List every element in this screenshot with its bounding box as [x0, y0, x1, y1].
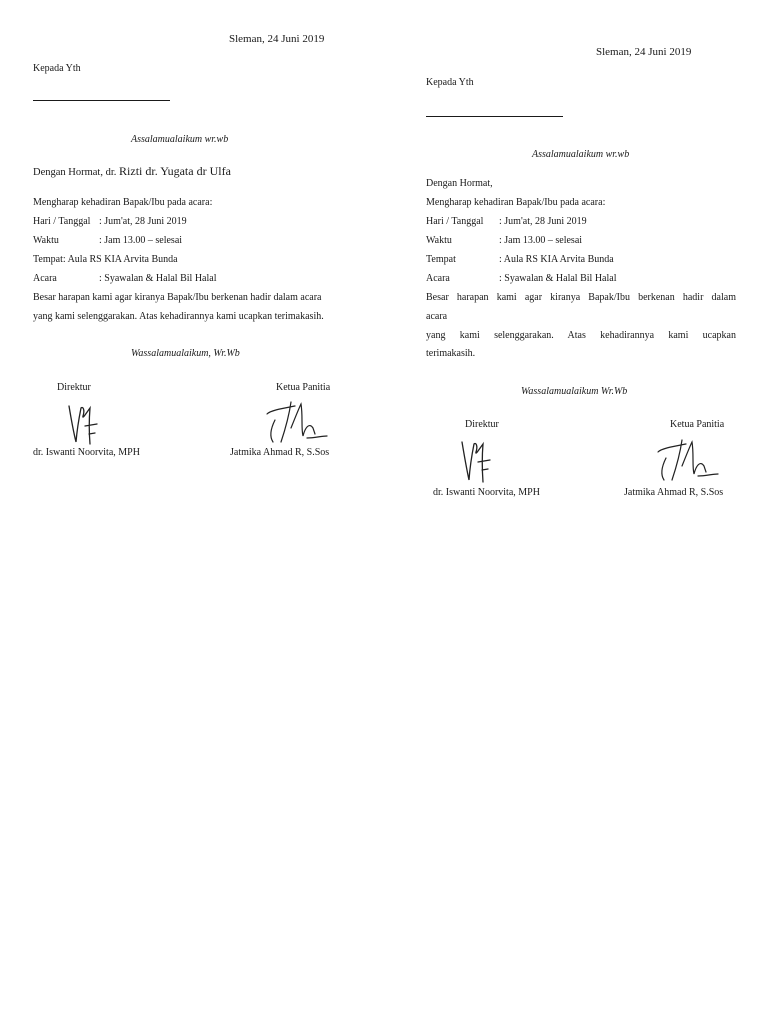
closing-line: Besar harapan kami agar kiranya Bapak/Ibu berkenan hadir dalam — [426, 292, 736, 303]
signer-left-name: dr. Iswanti Noorvita, MPH — [433, 487, 540, 498]
greeting: Assalamualaikum wr.wb — [532, 149, 630, 160]
signer-right-title: Ketua Panitia — [670, 419, 725, 430]
detail-label: Waktu — [33, 235, 59, 246]
detail-label: Tempat — [426, 254, 456, 265]
recipient-blank-line — [426, 116, 563, 117]
greeting: Assalamualaikum wr.wb — [131, 134, 229, 145]
salutation: Dengan Hormat, — [426, 178, 493, 189]
detail-row-date — [33, 216, 187, 227]
detail-label: Hari / Tanggal — [426, 216, 484, 227]
detail-label: Acara — [33, 273, 57, 284]
detail-label: Hari / Tanggal — [33, 216, 91, 227]
detail-row-date — [426, 216, 587, 227]
invitation-text: Mengharap kehadiran Bapak/Ibu pada acara: — [33, 197, 213, 208]
detail-row-place — [33, 254, 178, 265]
detail-label: Waktu — [426, 235, 452, 246]
signer-right-name: Jatmika Ahmad R, S.Sos — [624, 487, 724, 498]
closing-line: terimakasih. — [426, 348, 476, 359]
detail-row-time — [33, 235, 182, 246]
signer-left-title: Direktur — [465, 419, 499, 430]
farewell: Wassalamualaikum, Wr.Wb — [131, 348, 240, 359]
detail-label: Acara — [426, 273, 450, 284]
detail-value: : Syawalan & Halal Bil Halal — [499, 273, 617, 284]
detail-row-event — [426, 273, 616, 284]
chairman-signature-icon — [261, 398, 331, 446]
detail-value: : Jum'at, 28 Juni 2019 — [499, 216, 587, 227]
signer-left-title: Direktur — [57, 382, 91, 393]
signer-left-name: dr. Iswanti Noorvita, MPH — [33, 447, 140, 458]
salutation-names: Rizti dr. Yugata dr Ulfa — [119, 164, 231, 178]
chairman-signature-icon — [652, 436, 722, 484]
detail-row-place — [426, 254, 614, 265]
closing-line: acara — [426, 311, 448, 322]
detail-value: : Aula RS KIA Arvita Bunda — [62, 254, 178, 265]
closing-line: yang kami selenggarakan. Atas kehadirannya kami ucapkan terimakasih. — [33, 311, 324, 322]
detail-row-event — [33, 273, 216, 284]
farewell: Wassalamualaikum Wr.Wb — [521, 386, 628, 397]
director-signature-icon — [458, 436, 502, 484]
recipient-label: Kepada Yth — [33, 63, 81, 74]
recipient-label: Kepada Yth — [426, 77, 474, 88]
letter-date: Sleman, 24 Juni 2019 — [596, 46, 692, 58]
director-signature-icon — [65, 400, 109, 446]
detail-value: : Jam 13.00 – selesai — [99, 235, 183, 246]
invitation-text: Mengharap kehadiran Bapak/Ibu pada acara: — [426, 197, 606, 208]
detail-value: : Aula RS KIA Arvita Bunda — [499, 254, 614, 265]
closing-line: yang kami selenggarakan. Atas kehadirannya kami ucapkan — [426, 330, 736, 341]
signer-right-title: Ketua Panitia — [276, 382, 331, 393]
salutation-prefix: Dengan Hormat, dr. — [33, 167, 120, 178]
detail-value: : Jum'at, 28 Juni 2019 — [99, 216, 187, 227]
detail-value: : Syawalan & Halal Bil Halal — [99, 273, 217, 284]
recipient-blank-line — [33, 100, 170, 101]
letter-date: Sleman, 24 Juni 2019 — [229, 33, 325, 45]
signer-right-name: Jatmika Ahmad R, S.Sos — [230, 447, 330, 458]
closing-line: Besar harapan kami agar kiranya Bapak/Ibu berkenan hadir dalam acara — [33, 292, 322, 303]
salutation — [33, 164, 231, 179]
detail-value: : Jam 13.00 – selesai — [499, 235, 583, 246]
detail-row-time — [426, 235, 582, 246]
detail-label: Tempat — [33, 254, 63, 265]
